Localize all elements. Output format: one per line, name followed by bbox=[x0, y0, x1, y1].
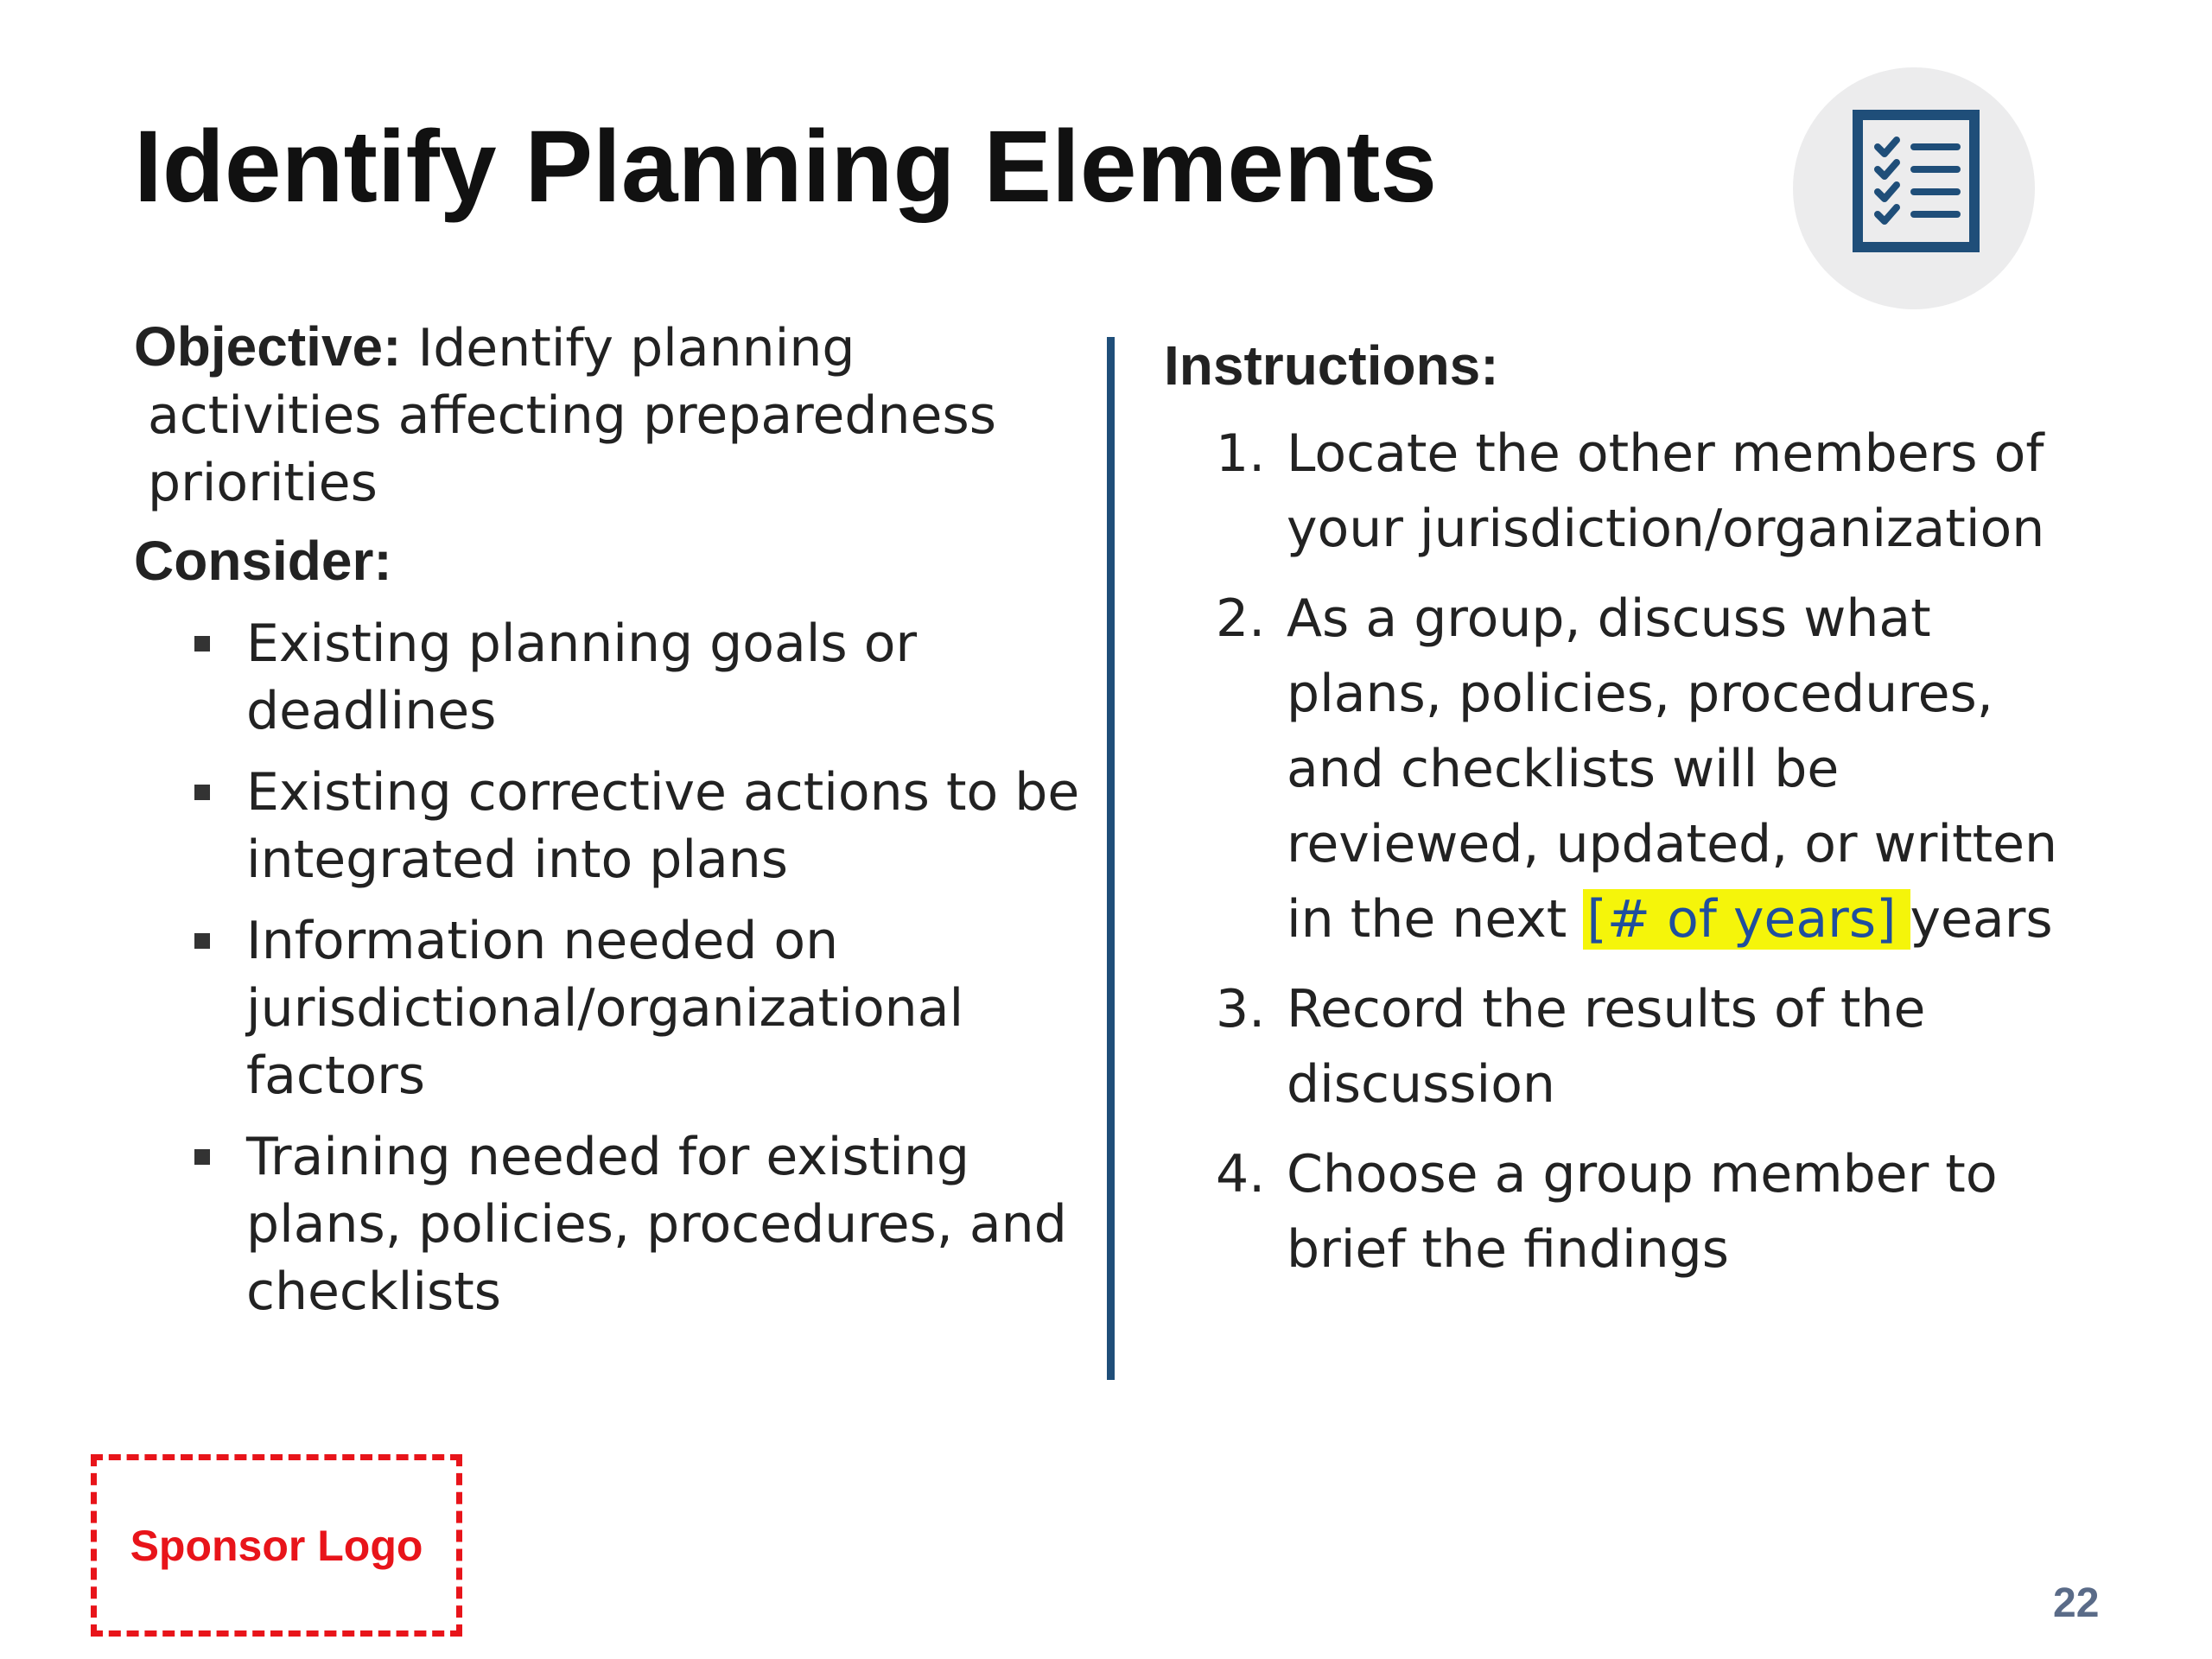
consider-item: Existing planning goals or deadlines bbox=[134, 610, 1084, 745]
left-column bbox=[134, 313, 1084, 1339]
instruction-step: 3. Record the results of the discussion bbox=[1164, 972, 2097, 1122]
step-number: 4. bbox=[1216, 1144, 1266, 1205]
consider-item: Training needed for existing plans, policies, procedures, and checklists bbox=[134, 1123, 1084, 1325]
consider-list bbox=[134, 610, 1084, 1325]
checklist-icon-badge bbox=[1793, 67, 2035, 309]
years-placeholder-highlight: [# of years] bbox=[1583, 889, 1910, 950]
consider-item: Information needed on jurisdictional/organizational factors bbox=[134, 907, 1084, 1109]
page-number: 22 bbox=[2053, 1580, 2100, 1626]
square-bullet-icon bbox=[194, 1149, 210, 1165]
instruction-step: 4. Choose a group member to brief the findings bbox=[1164, 1137, 2097, 1287]
objective-text-line: priorities bbox=[148, 453, 378, 513]
instructions-label: Instructions: bbox=[1164, 334, 1499, 397]
instruction-step: 1. Locate the other members of your jurisdiction/organization bbox=[1164, 416, 2097, 567]
right-column bbox=[1164, 327, 2097, 1302]
square-bullet-icon bbox=[194, 636, 210, 652]
consider-item: Existing corrective actions to be integrated into plans bbox=[134, 759, 1084, 893]
slide-title: Identify Planning Elements bbox=[134, 110, 1438, 224]
instruction-step: 2. As a group, discuss what plans, policies, procedures, and checklists will be reviewed, updated, or written in the next [# of years] years bbox=[1164, 582, 2097, 957]
sponsor-logo-placeholder bbox=[91, 1454, 462, 1637]
sponsor-logo-label: Sponsor Logo bbox=[130, 1521, 423, 1570]
objective-text-line: Identify planning bbox=[417, 318, 855, 378]
instructions-list bbox=[1164, 416, 2097, 1287]
objective-text-line: activities affecting preparedness bbox=[148, 385, 996, 446]
consider-label: Consider: bbox=[134, 530, 392, 592]
step-number: 1. bbox=[1216, 423, 1266, 484]
objective-label: Objective: bbox=[134, 315, 402, 378]
square-bullet-icon bbox=[194, 933, 210, 949]
checklist-icon bbox=[1793, 67, 2035, 309]
square-bullet-icon bbox=[194, 785, 210, 800]
step-number: 3. bbox=[1216, 979, 1266, 1039]
column-divider bbox=[1107, 337, 1115, 1380]
step-number: 2. bbox=[1216, 588, 1266, 649]
objective-block bbox=[134, 313, 1084, 517]
